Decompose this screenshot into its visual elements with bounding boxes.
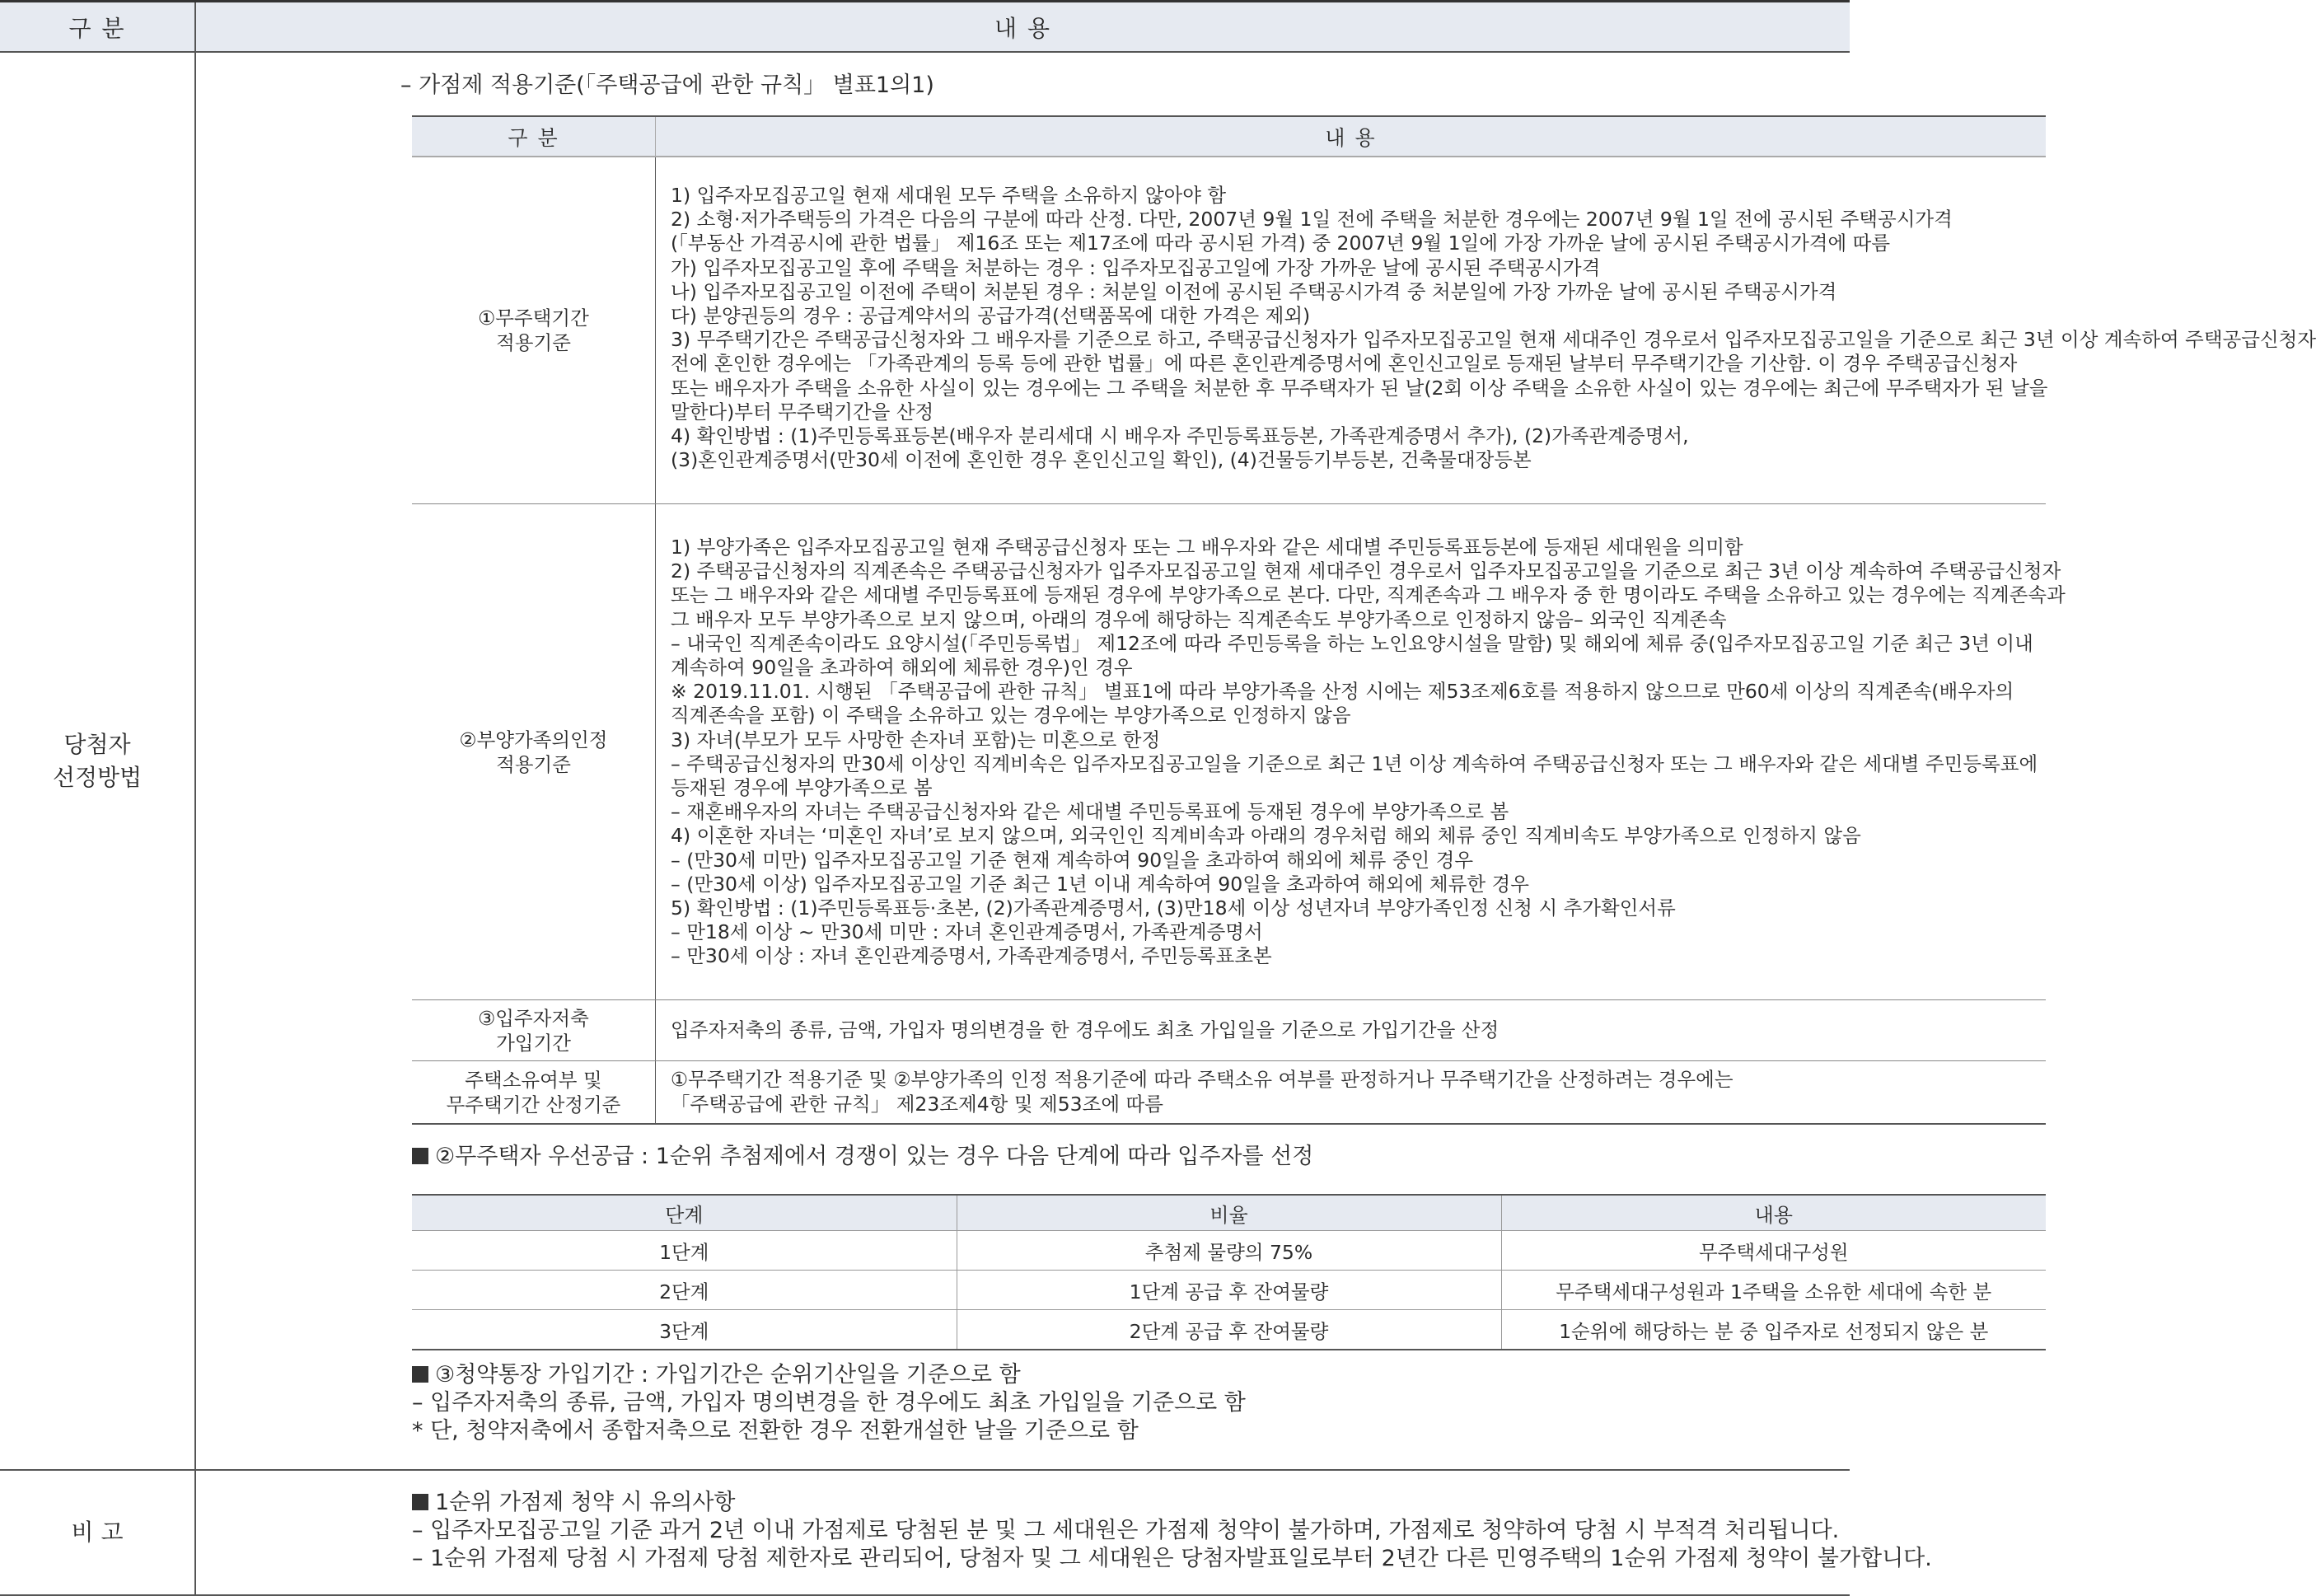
row-label-winner-selection: 당첨자 선정방법 (0, 52, 195, 1470)
criteria-header-content: 내 용 (656, 116, 2047, 157)
row-content-winner-selection (195, 52, 2316, 1470)
header-category: 구 분 (0, 2, 195, 53)
criteria-line: 4) 이혼한 자녀는 ‘미혼인 자녀’로 보지 않으며, 외국인인 직계비속과 아래의 경우처럼 해외 체류 중인 직계비속도 부양가족으로 인정하지 않음 (671, 824, 1861, 848)
criteria-table (412, 115, 2316, 1125)
section-title-point-system: – 가점제 적용기준(「주택공급에 관한 규칙」 별표1의1) (400, 73, 934, 98)
section-subscription-period: ③청약통장 가입기간 : 가입기간은 순위기산일을 기준으로 함 – 입주자저축의 종류, 금액, 가입자 명의변경을 한 경우에도 최초 가입일을 기준으로 함 * 단, 청약저축에서 종합저축으로 전환한 경우 전환개설한 날을 기준으로 함 (412, 1362, 1246, 1444)
criteria-line: 계속하여 90일을 초과하여 해외에 체류한 경우)인 경우 (671, 656, 1133, 680)
criteria-line: 직계존속을 포함) 이 주택을 소유하고 있는 경우에는 부양가족으로 인정하지 않음 (671, 704, 1351, 728)
criteria-line: – 내국인 직계존속이라도 요양시설(「주민등록법」 제12조에 따라 주민등록을 하는 노인요양시설을 말함) 및 해외에 체류 중(입주자모집공고일 기준 최근 3년 이내 (671, 631, 2033, 655)
criteria-row (412, 1061, 2046, 1125)
remarks-notes: 1순위 가점제 청약 시 유의사항 – 입주자모집공고일 기준 과거 2년 이내 가점제로 당첨된 분 및 그 세대원은 가점제 청약이 불가하며, 가점제로 청약하여 당첨 시 부적격 처리됩니다. – 1순위 가점제 당첨 시 가점제 당첨 제한자로 관리되어, 당첨자 및 그 세대원은 당첨자발표일로부터 2년간 다른 민영주택의 1순위 가점제 청약이 불가합니다. (412, 1490, 1932, 1571)
criteria-line: 3) 무주택기간은 주택공급신청자와 그 배우자를 기준으로 하고, 주택공급신청자가 입주자모집공고일 현재 세대주인 경우로서 입주자모집공고일을 기준으로 최근 3년 이상 계속하여 주택공급신청자 (671, 328, 2316, 352)
criteria-line: ※ 2019.11.01. 시행된 「주택공급에 관한 규칙」 별표1에 따라 부양가족을 산정 시에는 제53조제6호를 적용하지 않으므로 만60세 이상의 직계존속(배우자의 (671, 680, 2014, 704)
criteria-row (412, 1000, 2046, 1061)
criteria-line: 말한다)부터 무주택기간을 산정 (671, 400, 934, 424)
stage-header: 비율 (957, 1195, 1501, 1231)
stage-table (412, 1194, 2046, 1350)
criteria-line: ①무주택기간 적용기준 및 ②부양가족의 인정 적용기준에 따라 주택소유 여부를 판정하거나 무주택기간을 산정하려는 경우에는 (671, 1068, 1733, 1092)
criteria-label: ②부양가족의인정 적용기준 (412, 504, 656, 1000)
criteria-line: – 만30세 이상 : 자녀 혼인관계증명서, 가족관계증명서, 주민등록표초본 (671, 944, 1272, 968)
criteria-line: 입주자저축의 종류, 금액, 가입자 명의변경을 한 경우에도 최초 가입일을 기준으로 가입기간을 산정 (671, 1018, 1500, 1041)
stage-row: 3단계 2단계 공급 후 잔여물량 1순위에 해당하는 분 중 입주자로 선정되지 않은 분 (412, 1310, 2046, 1350)
criteria-content (656, 157, 2316, 504)
criteria-line: (3)혼인관계증명서(만30세 이전에 혼인한 경우 혼인신고일 확인), (4)건물등기부등본, 건축물대장등본 (671, 448, 1532, 472)
criteria-label: ③입주자저축 가입기간 (412, 1000, 656, 1061)
criteria-line: 가) 입주자모집공고일 후에 주택을 처분하는 경우 : 입주자모집공고일에 가장 가까운 날에 공시된 주택공시가격 (671, 255, 1601, 279)
criteria-line: – (만30세 미만) 입주자모집공고일 기준 현재 계속하여 90일을 초과하여 해외에 체류 중인 경우 (671, 848, 1474, 872)
criteria-label: 주택소유여부 및 무주택기간 산정기준 (412, 1061, 656, 1125)
criteria-header-category: 구 분 (412, 116, 656, 157)
criteria-line: – (만30세 이상) 입주자모집공고일 기준 최근 1년 이내 계속하여 90일을 초과하여 해외에 체류한 경우 (671, 872, 1529, 896)
criteria-line: 1) 입주자모집공고일 현재 세대원 모두 주택을 소유하지 않아야 함 (671, 184, 1227, 207)
stage-header: 단계 (412, 1195, 957, 1231)
criteria-line: 2) 주택공급신청자의 직계존속은 주택공급신청자가 입주자모집공고일 현재 세대주인 경우로서 입주자모집공고일을 기준으로 최근 3년 이상 계속하여 주택공급신청자 (671, 559, 2061, 583)
criteria-line: 나) 입주자모집공고일 이전에 주택이 처분된 경우 : 처분일 이전에 공시된 주택공시가격 중 처분일에 가장 가까운 날에 공시된 주택공시가격 (671, 279, 1837, 303)
stage-header: 내용 (1501, 1195, 2046, 1231)
criteria-label: ①무주택기간 적용기준 (412, 157, 656, 504)
criteria-line: 「주택공급에 관한 규칙」 제23조제4항 및 제53조에 따름 (671, 1092, 1163, 1116)
criteria-line: 3) 자녀(부모가 모두 사망한 손자녀 포함)는 미혼으로 한정 (671, 728, 1161, 751)
criteria-content (656, 1061, 2047, 1125)
square-bullet-icon (412, 1494, 428, 1510)
criteria-line: 다) 분양권등의 경우 : 공급계약서의 공급가격(선택품목에 대한 가격은 제외) (671, 304, 1311, 328)
section-title-priority-supply: ②무주택자 우선공급 : 1순위 추첨제에서 경쟁이 있는 경우 다음 단계에 따라 입주자를 선정 (412, 1142, 1313, 1172)
criteria-line: – 주택공급신청자의 만30세 이상인 직계비속은 입주자모집공고일을 기준으로 최근 1년 이상 계속하여 주택공급신청자 또는 그 배우자와 같은 세대별 주민등록표에 (671, 751, 2038, 775)
criteria-line: 5) 확인방법 : (1)주민등록표등·초본, (2)가족관계증명서, (3)만18세 이상 성년자녀 부양가족인정 신청 시 추가확인서류 (671, 896, 1676, 920)
criteria-row (412, 504, 2046, 1000)
criteria-content (656, 1000, 2047, 1061)
criteria-line: 또는 배우자가 주택을 소유한 사실이 있는 경우에는 그 주택을 처분한 후 무주택자가 된 날(2회 이상 주택을 소유한 사실이 있는 경우에는 최근에 무주택자가 된 날을 (671, 376, 2048, 400)
criteria-line: – 재혼배우자의 자녀는 주택공급신청자와 같은 세대별 주민등록표에 등재된 경우에 부양가족으로 봄 (671, 800, 1509, 824)
criteria-row (412, 157, 2046, 504)
criteria-line: 또는 그 배우자와 같은 세대별 주민등록표에 등재된 경우에 부양가족으로 본다. 다만, 직계존속과 그 배우자 중 한 명이라도 주택을 소유하고 있는 경우에는 직계존속과 (671, 583, 2066, 607)
square-bullet-icon (412, 1366, 428, 1383)
criteria-line: – 만18세 이상 ~ 만30세 미만 : 자녀 혼인관계증명서, 가족관계증명서 (671, 920, 1263, 944)
header-content: 내 용 (195, 2, 1850, 53)
criteria-line: 1) 부양가족은 입주자모집공고일 현재 주택공급신청자 또는 그 배우자와 같은 세대별 주민등록표등본에 등재된 세대원을 의미함 (671, 536, 1743, 559)
criteria-line: 2) 소형·저가주택등의 가격은 다음의 구분에 따라 산정. 다만, 2007년 9월 1일 전에 주택을 처분한 경우에는 2007년 9월 1일 전에 공시된 주택공시가격 (671, 208, 1953, 232)
criteria-line: (「부동산 가격공시에 관한 법률」 제16조 또는 제17조에 따라 공시된 가격) 중 2007년 9월 1일에 가장 가까운 날에 공시된 주택공시가격에 따름 (671, 232, 1891, 255)
square-bullet-icon (412, 1148, 428, 1164)
criteria-line: 그 배우자 모두 부양가족으로 보지 않으며, 아래의 경우에 해당하는 직계존속도 부양가족으로 인정하지 않음– 외국인 직계존속 (671, 607, 1727, 631)
stage-row: 2단계 1단계 공급 후 잔여물량 무주택세대구성원과 1주택을 소유한 세대에 속한 분 (412, 1271, 2046, 1310)
row-label-remarks: 비 고 (0, 1470, 195, 1595)
row-content-remarks (195, 1470, 1932, 1595)
criteria-line: 전에 혼인한 경우에는 「가족관계의 등록 등에 관한 법률」에 따른 혼인관계증명서에 혼인신고일로 등재된 날부터 무주택기간을 기산함. 이 경우 주택공급신청자 (671, 352, 2018, 376)
stage-row: 1단계 추첨제 물량의 75% 무주택세대구성원 (412, 1231, 2046, 1271)
criteria-line: 4) 확인방법 : (1)주민등록표등본(배우자 분리세대 시 배우자 주민등록표등본, 가족관계증명서 추가), (2)가족관계증명서, (671, 424, 1689, 448)
criteria-content (656, 504, 2066, 1000)
criteria-line: 등재된 경우에 부양가족으로 봄 (671, 776, 933, 800)
